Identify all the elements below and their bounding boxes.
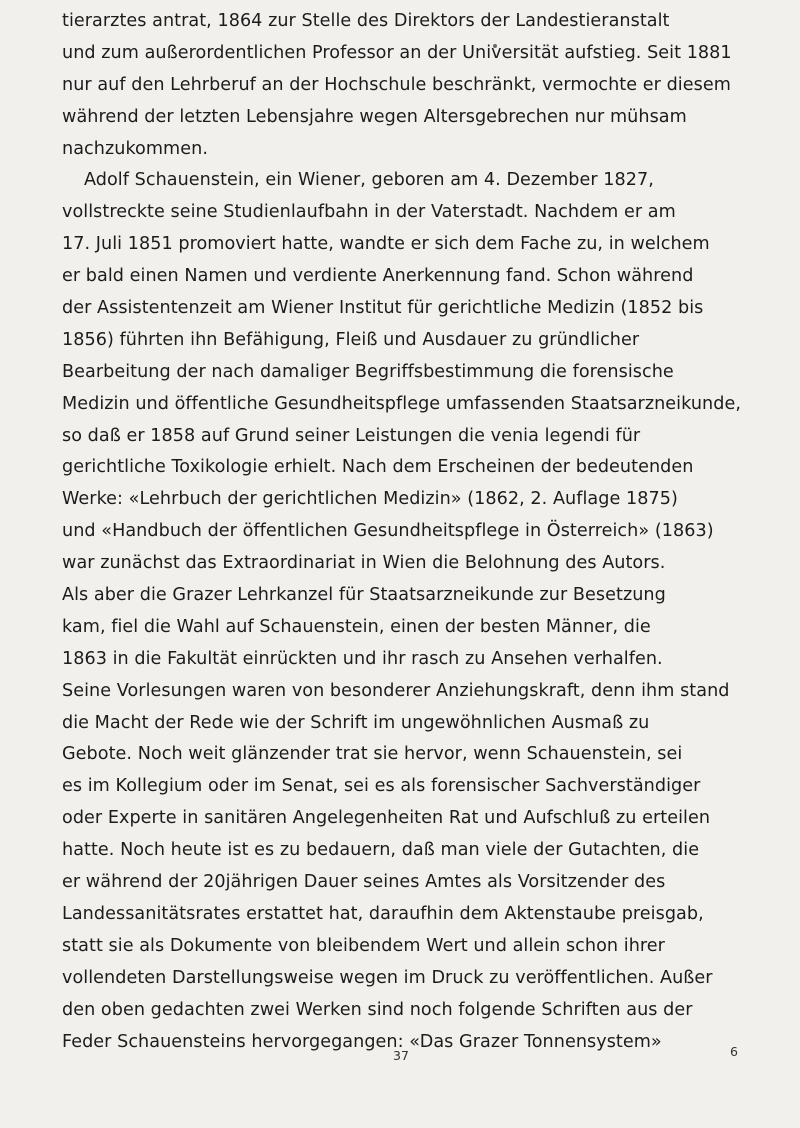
text-line: den oben gedachten zwei Werken sind noch folgende Schriften aus der: [62, 999, 693, 1020]
text-line: gerichtliche Toxikologie erhielt. Nach dem Erscheinen der bedeutenden: [62, 457, 694, 478]
text-line: nur auf den Lehrberuf an der Hochschule beschränkt, vermochte er diesem: [62, 74, 731, 95]
text-line: Adolf Schauenstein, ein Wiener, geboren am 4. Dezember 1827,: [84, 170, 654, 191]
text-line: 17. Juli 1851 promoviert hatte, wandte er sich dem Fache zu, in welchem: [62, 234, 710, 255]
text-line: 1856) führten ihn Befähigung, Fleiß und Ausdauer zu gründlicher: [62, 329, 640, 350]
text-line: während der letzten Lebensjahre wegen Altersgebrechen nur mühsam: [62, 106, 687, 127]
text-line: er während der 20jährigen Dauer seines Amtes als Vorsitzender des: [62, 872, 666, 893]
text-line: und «Handbuch der öffentlichen Gesundheitspflege in Österreich» (1863): [62, 521, 714, 542]
text-line: Seine Vorlesungen waren von besonderer Anziehungskraft, denn ihm stand: [62, 680, 730, 701]
text-line: kam, fiel die Wahl auf Schauenstein, einen der besten Männer, die: [62, 616, 651, 637]
text-line: Gebote. Noch weit glänzender trat sie hervor, wenn Schauenstein, sei: [62, 744, 683, 765]
text-line: die Macht der Rede wie der Schrift im ungewöhnlichen Ausmaß zu: [62, 712, 650, 733]
text-line: so daß er 1858 auf Grund seiner Leistungen die venia legendi für: [62, 425, 641, 446]
text-line: nachzukommen.: [62, 138, 208, 159]
text-line: Werke: «Lehrbuch der gerichtlichen Medizin» (1862, 2. Auflage 1875): [62, 489, 678, 510]
page-number: 37: [393, 1048, 409, 1063]
text-line: tierarztes antrat, 1864 zur Stelle des Direktors der Landestieranstalt: [62, 11, 670, 31]
text-line: vollstreckte seine Studienlaufbahn in der Vaterstadt. Nachdem er am: [62, 202, 676, 223]
text-line: oder Experte in sanitären Angelegenheiten Rat und Aufschluß zu erteilen: [62, 808, 711, 829]
body-text: [62, 6, 752, 1058]
text-line: hatte. Noch heute ist es zu bedauern, daß man viele der Gutachten, die: [62, 840, 700, 861]
text-line: Landessanitätsrates erstattet hat, daraufhin dem Aktenstaube preisgab,: [62, 903, 704, 924]
text-line: 1863 in die Fakultät einrückten und ihr rasch zu Ansehen verhalfen.: [62, 648, 663, 669]
text-line: und zum außerordentlichen Professor an der Universität aufstieg. Seit 1881: [62, 42, 732, 63]
text-line: der Assistentenzeit am Wiener Institut für gerichtliche Medizin (1852 bis: [62, 298, 704, 319]
text-line: es im Kollegium oder im Senat, sei es als forensischer Sachverständiger: [62, 776, 701, 797]
text-line: statt sie als Dokumente von bleibendem Wert und allein schon ihrer: [62, 935, 665, 956]
signature-mark: 6: [730, 1044, 738, 1059]
text-line: er bald einen Namen und verdiente Anerkennung fand. Schon während: [62, 266, 694, 287]
text-line: Als aber die Grazer Lehrkanzel für Staatsarzneikunde zur Besetzung: [62, 585, 666, 606]
text-line: Feder Schauensteins hervorgegangen: «Das Grazer Tonnensystem»: [62, 1031, 662, 1052]
text-line: vollendeten Darstellungsweise wegen im Druck zu veröffentlichen. Außer: [62, 967, 713, 988]
text-line: Bearbeitung der nach damaliger Begriffsbestimmung die forensische: [62, 361, 674, 382]
text-line: Medizin und öffentliche Gesundheitspflege umfassenden Staatsarzneikunde,: [62, 393, 741, 414]
text-line: war zunächst das Extraordinariat in Wien die Belohnung des Autors.: [62, 553, 666, 574]
